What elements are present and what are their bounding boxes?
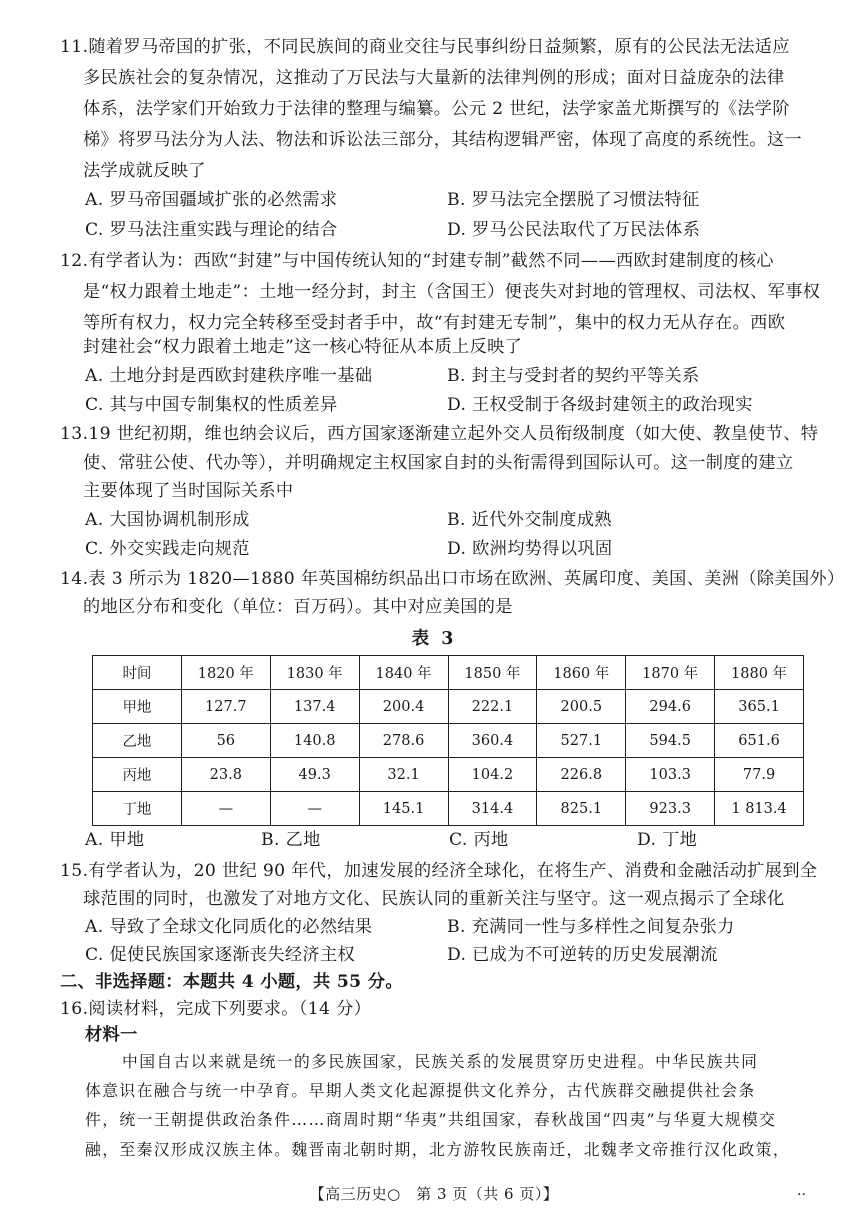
table-cell: 200.5 [537, 690, 626, 724]
table-cell: 527.1 [537, 724, 626, 758]
material-line-1: 中国自古以来就是统一的多民族国家，民族关系的发展贯穿历史进程。中华民族共同 [122, 1052, 759, 1071]
table-cell: 1 813.4 [715, 792, 804, 826]
table-header-cell: 1820 年 [181, 656, 270, 690]
table-cell: 365.1 [715, 690, 804, 724]
table-cell: 32.1 [359, 758, 448, 792]
table-cell: 137.4 [270, 690, 359, 724]
table-cell: 140.8 [270, 724, 359, 758]
table-cell: 226.8 [537, 758, 626, 792]
q11-line-3: 体系，法学家们开始致力于法律的整理与编纂。公元 2 世纪，法学家盖尤斯撰写的《法学阶 [83, 99, 790, 119]
table-cell: 314.4 [448, 792, 537, 826]
table-cell: 103.3 [626, 758, 715, 792]
q15-line-1: 15.有学者认为，20 世纪 90 年代，加速发展的经济全球化，在将生产、消费和金融活动扩展到全 [60, 861, 818, 881]
table-header-cell: 时间 [93, 656, 182, 690]
table-cell: 222.1 [448, 690, 537, 724]
table-cell: 23.8 [181, 758, 270, 792]
table-cell: 594.5 [626, 724, 715, 758]
q13-line-3: 主要体现了当时国际关系中 [83, 481, 294, 501]
table-row-label: 甲地 [93, 690, 182, 724]
q13-line-1: 13.19 世纪初期，维也纳会议后，西方国家逐渐建立起外交人员衔级制度（如大使、教皇使节、特 [60, 424, 819, 444]
table-row-label: 丙地 [93, 758, 182, 792]
q12-line-4: 封建社会“权力跟着土地走”这一核心特征从本质上反映了 [83, 337, 523, 357]
table-cell: — [181, 792, 270, 826]
material-line-3: 件，统一王朝提供政治条件……商周时期“华夷”共组国家，春秋战国“四夷”与华夏大规模交 [85, 1110, 777, 1129]
table-cell: 56 [181, 724, 270, 758]
q13-option-c[interactable]: C. 外交实践走向规范 [85, 539, 250, 559]
q15-option-a[interactable]: A. 导致了全球文化同质化的必然结果 [85, 917, 373, 937]
q15-option-d[interactable]: D. 已成为不可逆转的历史发展潮流 [447, 945, 718, 965]
q14-option-a[interactable]: A. 甲地 [85, 830, 145, 850]
material-label: 材料一 [85, 1025, 138, 1045]
q15-option-c[interactable]: C. 促使民族国家逐渐丧失经济主权 [85, 945, 356, 965]
table-row [93, 792, 804, 826]
table-cell: 77.9 [715, 758, 804, 792]
material-line-4: 融，至秦汉形成汉族主体。魏晋南北朝时期，北方游牧民族南迁，北魏孝文帝推行汉化政策， [85, 1140, 791, 1159]
table-cell: 825.1 [537, 792, 626, 826]
q13-option-b[interactable]: B. 近代外交制度成熟 [447, 510, 612, 530]
q15-line-2: 球范围的同时，也激发了对地方文化、民族认同的重新关注与坚守。这一观点揭示了全球化 [83, 889, 785, 909]
q11-line-2: 多民族社会的复杂情况，这推动了万民法与大量新的法律判例的形成；面对日益庞杂的法律 [83, 68, 785, 88]
table-header-row [93, 656, 804, 690]
q16-title: 16.阅读材料，完成下列要求。（14 分） [60, 999, 372, 1019]
footer-mark: .. [797, 1183, 806, 1199]
table-cell: 145.1 [359, 792, 448, 826]
q12-option-b[interactable]: B. 封主与受封者的契约平等关系 [447, 366, 700, 386]
table-header-cell: 1850 年 [448, 656, 537, 690]
q14-line-1: 14.表 3 所示为 1820—1880 年英国棉纺织品出口市场在欧洲、英属印度、美国、美洲（除美国外） [60, 569, 845, 589]
q12-line-2: 是“权力跟着土地走”：土地一经分封，封主（含国王）便丧失对封地的管理权、司法权、军事权 [83, 282, 821, 302]
table-row [93, 724, 804, 758]
q11-option-c[interactable]: C. 罗马法注重实践与理论的结合 [85, 220, 338, 240]
q13-line-2: 使、常驻公使、代办等），并明确规定主权国家自封的头衔需得到国际认可。这一制度的建立 [83, 453, 794, 473]
table-header-cell: 1830 年 [270, 656, 359, 690]
q14-line-2: 的地区分布和变化（单位：百万码）。其中对应美国的是 [83, 597, 513, 617]
q11-line-1: 11.随着罗马帝国的扩张，不同民族间的商业交往与民事纠纷日益频繁，原有的公民法无法适应 [60, 37, 790, 57]
q11-option-d[interactable]: D. 罗马公民法取代了万民法体系 [447, 220, 701, 240]
q13-option-d[interactable]: D. 欧洲均势得以巩固 [447, 539, 613, 559]
export-table [92, 655, 804, 826]
q14-option-b[interactable]: B. 乙地 [261, 830, 321, 850]
table-row-label: 乙地 [93, 724, 182, 758]
page-footer: 【高三历史○ 第 3 页（共 6 页）】 [309, 1185, 559, 1203]
material-line-2: 体意识在融合与统一中孕育。早期人类文化起源提供文化养分，古代族群交融提供社会条 [85, 1081, 756, 1100]
q12-line-3: 等所有权力，权力完全转移至受封者手中，故“有封建无专制”，集中的权力无从存在。西欧 [83, 313, 786, 333]
table-row [93, 758, 804, 792]
table-cell: 651.6 [715, 724, 804, 758]
table-cell: 278.6 [359, 724, 448, 758]
q12-line-1: 12.有学者认为：西欧“封建”与中国传统认知的“封建专制”截然不同——西欧封建制度的核心 [60, 251, 774, 271]
table-cell: 360.4 [448, 724, 537, 758]
q12-option-d[interactable]: D. 王权受制于各级封建领主的政治现实 [447, 395, 753, 415]
table-header-cell: 1860 年 [537, 656, 626, 690]
table-cell: 49.3 [270, 758, 359, 792]
section-heading: 二、非选择题：本题共 4 小题，共 55 分。 [60, 972, 403, 992]
q14-option-c[interactable]: C. 丙地 [449, 830, 509, 850]
table-header-cell: 1880 年 [715, 656, 804, 690]
table-row [93, 690, 804, 724]
table-cell: 127.7 [181, 690, 270, 724]
table-cell: 200.4 [359, 690, 448, 724]
table-cell: 294.6 [626, 690, 715, 724]
q11-line-4: 梯》将罗马法分为人法、物法和诉讼法三部分，其结构逻辑严密，体现了高度的系统性。这一 [83, 130, 803, 150]
q11-option-b[interactable]: B. 罗马法完全摆脱了习惯法特征 [447, 190, 700, 210]
table-cell: — [270, 792, 359, 826]
table-header-cell: 1870 年 [626, 656, 715, 690]
table-header-cell: 1840 年 [359, 656, 448, 690]
q15-option-b[interactable]: B. 充满同一性与多样性之间复杂张力 [447, 917, 735, 937]
q12-option-c[interactable]: C. 其与中国专制集权的性质差异 [85, 395, 338, 415]
table-cell: 104.2 [448, 758, 537, 792]
q14-option-d[interactable]: D. 丁地 [637, 830, 698, 850]
q13-option-a[interactable]: A. 大国协调机制形成 [85, 510, 250, 530]
table-cell: 923.3 [626, 792, 715, 826]
table-row-label: 丁地 [93, 792, 182, 826]
table-caption: 表 3 [411, 629, 457, 649]
q11-line-5: 法学成就反映了 [83, 161, 206, 181]
q11-option-a[interactable]: A. 罗马帝国疆域扩张的必然需求 [85, 190, 338, 210]
q12-option-a[interactable]: A. 土地分封是西欧封建秩序唯一基础 [85, 366, 373, 386]
